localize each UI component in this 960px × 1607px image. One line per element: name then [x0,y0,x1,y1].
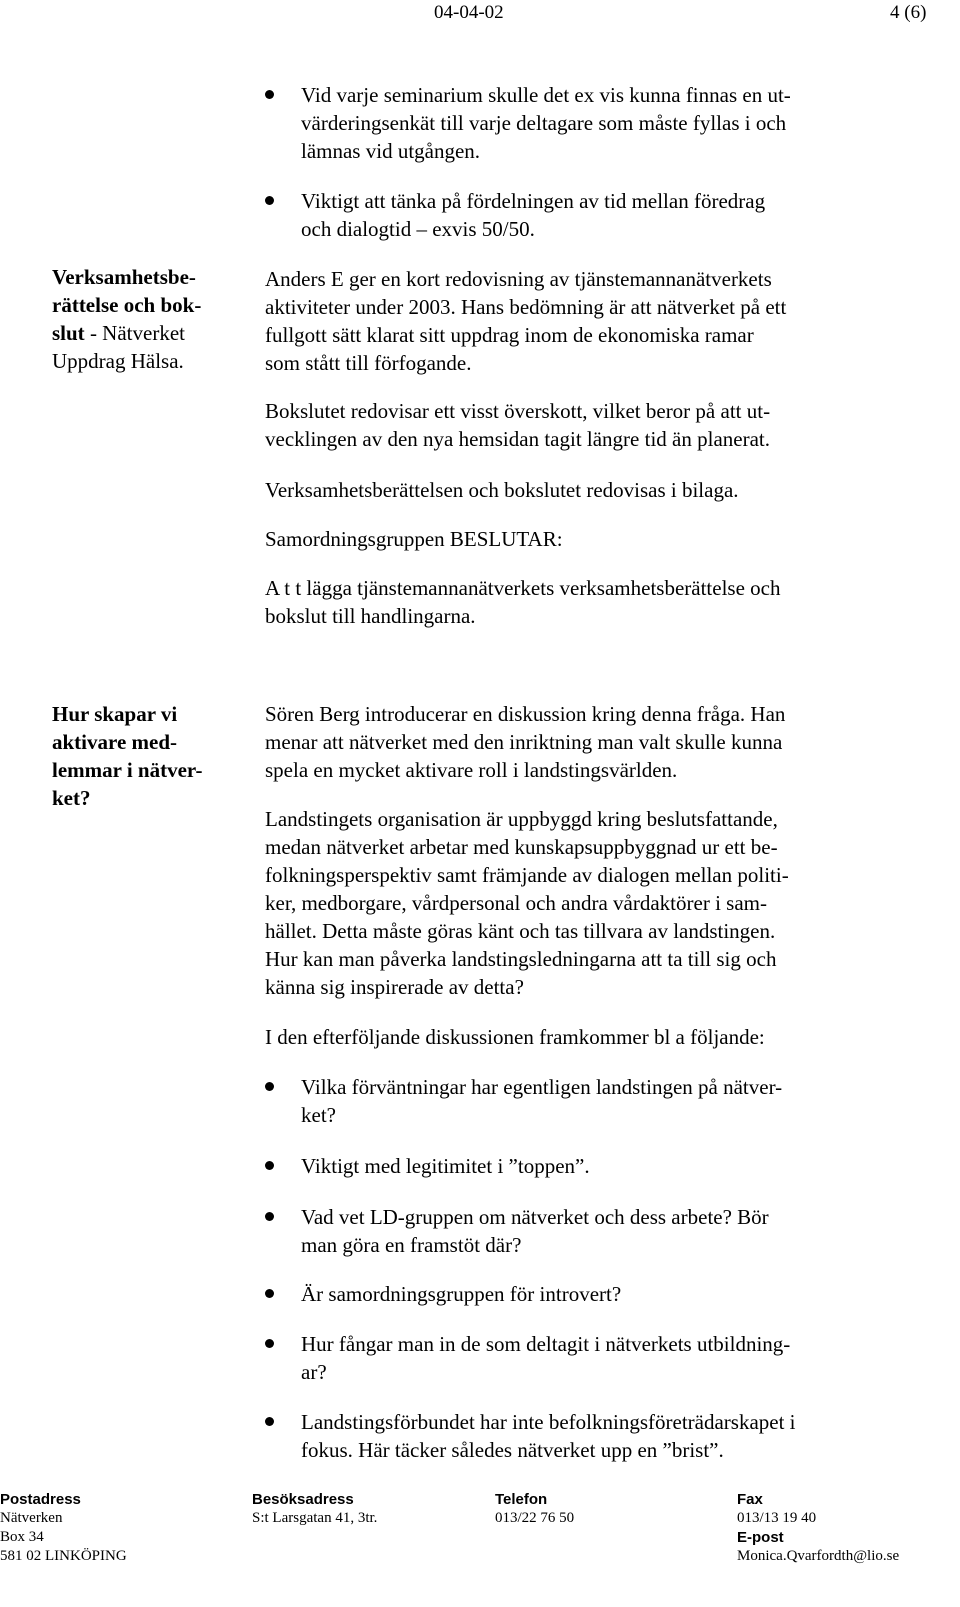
text-line: Landstingsförbundet har inte befolkningsföreträdarskapet i [301,1410,796,1434]
text-line: ket? [301,1103,336,1127]
text-line: Samordningsgruppen BESLUTAR: [265,527,563,551]
page-number: 4 (6) [890,2,927,23]
text-line: Vid varje seminarium skulle det ex vis kunna finnas en ut- [301,83,791,107]
text-line: ker, medborgare, vårdpersonal och andra vårdaktörer i sam- [265,891,767,915]
text-line: ar? [301,1360,327,1384]
text-line: Hur fångar man in de som deltagit i nätverkets utbildning- [301,1332,791,1356]
heading-line: ket? [52,786,91,810]
bullet-item [265,1203,915,1259]
footer-email-link[interactable]: Monica.Qvarfordth@lio.se [737,1548,900,1564]
footer-value: 013/13 19 40 [737,1510,817,1526]
text-line: aktiviteter under 2003. Hans bedömning är att nätverket på ett [265,295,787,319]
section-heading-aktivare-medlemmar [52,700,237,812]
paragraph [265,574,915,630]
footer-label: Postadress [0,1491,81,1508]
bullet-item [265,1073,915,1129]
text-line: Sören Berg introducerar en diskussion kring denna fråga. Han [265,702,786,726]
text-line: I den efterföljande diskussionen framkommer bl a följande: [265,1025,765,1049]
footer-value: Box 34 [0,1529,44,1545]
heading-regular-text: - Nätverket [84,321,185,345]
heading-bold-text: slut [52,321,85,345]
text-line: Verksamhetsberättelsen och bokslutet redovisas i bilaga. [265,478,739,502]
text-line: Anders E ger en kort redovisning av tjänstemannanätverkets [265,267,772,291]
heading-line: lemmar i nätver- [52,758,203,782]
text-line: bokslut till handlingarna. [265,604,476,628]
heading-line: Verksamhetsbe- [52,265,196,289]
footer-value: Nätverken [0,1510,63,1526]
text-line: fullgott sätt klarat sitt uppdrag inom de ekonomiska ramar [265,323,754,347]
text-line: lämnas vid utgången. [301,139,481,163]
bullet-item [265,81,915,165]
bullet-item [265,1330,915,1386]
paragraph [265,476,915,504]
heading-line [52,319,237,347]
text-line: Landstingets organisation är uppbyggd kring beslutsfattande, [265,807,778,831]
text-line: Vilka förväntningar har egentligen landstingen på nätver- [301,1075,783,1099]
text-line: Bokslutet redovisar ett visst överskott, vilket beror på att ut- [265,399,771,423]
text-line: man göra en framstöt där? [301,1233,522,1257]
paragraph [265,1023,915,1051]
text-line: känna sig inspirerade av detta? [265,975,524,999]
text-line: hället. Detta måste göras känt och tas tillvara av landstingen. [265,919,776,943]
footer-postadress [0,1490,127,1566]
paragraph [265,805,915,1001]
text-line: vecklingen av den nya hemsidan tagit längre tid än planerat. [265,427,770,451]
text-line: medan nätverket arbetar med kunskapsuppbyggnad ur ett be- [265,835,778,859]
bullet-icon [265,1082,274,1091]
heading-line: Hur skapar vi [52,702,178,726]
header-date: 04-04-02 [434,2,504,23]
text-line: fokus. Här täcker således nätverket upp en ”brist”. [301,1438,724,1462]
paragraph [265,397,915,453]
text-line: som stått till förfogande. [265,351,472,375]
footer-label: Fax [737,1491,763,1508]
footer-label: E-post [737,1529,784,1546]
bullet-icon [265,1212,274,1221]
footer-besoksadress [252,1490,377,1528]
bullet-item [265,1280,915,1308]
paragraph [265,700,915,784]
text-line: Är samordningsgruppen för introvert? [301,1282,622,1306]
section-heading-verksamhetsberattelse [52,263,237,375]
text-line: värderingsenkät till varje deltagare som måste fyllas i och [301,111,787,135]
text-line: folkningsperspektiv samt främjande av dialogen mellan politi- [265,863,789,887]
text-line: Vad vet LD-gruppen om nätverket och dess arbete? Bör [301,1205,769,1229]
bullet-icon [265,1289,274,1298]
bullet-icon [265,196,274,205]
heading-line: Uppdrag Hälsa. [52,349,184,373]
footer-value: 013/22 76 50 [495,1510,575,1526]
footer-value: S:t Larsgatan 41, 3tr. [252,1510,378,1526]
footer-telefon [495,1490,574,1528]
bullet-item [265,1408,915,1464]
heading-line: aktivare med- [52,730,178,754]
bullet-icon [265,90,274,99]
heading-line: rättelse och bok- [52,293,202,317]
text-line: Viktigt att tänka på fördelningen av tid mellan föredrag [301,189,766,213]
text-line: Hur kan man påverka landstingsledningarna att ta till sig och [265,947,777,971]
paragraph [265,265,915,377]
footer-value: 581 02 LINKÖPING [0,1548,127,1564]
text-line: Viktigt med legitimitet i ”toppen”. [301,1154,590,1178]
bullet-icon [265,1339,274,1348]
bullet-icon [265,1417,274,1426]
footer-fax-epost [737,1490,899,1566]
bullet-item [265,187,915,243]
text-line: A t t lägga tjänstemannanätverkets verksamhetsberättelse och [265,576,781,600]
footer-label: Telefon [495,1491,548,1508]
bullet-item [265,1152,915,1180]
paragraph [265,525,915,553]
text-line: och dialogtid – exvis 50/50. [301,217,535,241]
bullet-icon [265,1161,274,1170]
text-line: spela en mycket aktivare roll i landstingsvärlden. [265,758,678,782]
text-line: menar att nätverket med den inriktning man valt skulle kunna [265,730,783,754]
footer-label: Besöksadress [252,1491,354,1508]
